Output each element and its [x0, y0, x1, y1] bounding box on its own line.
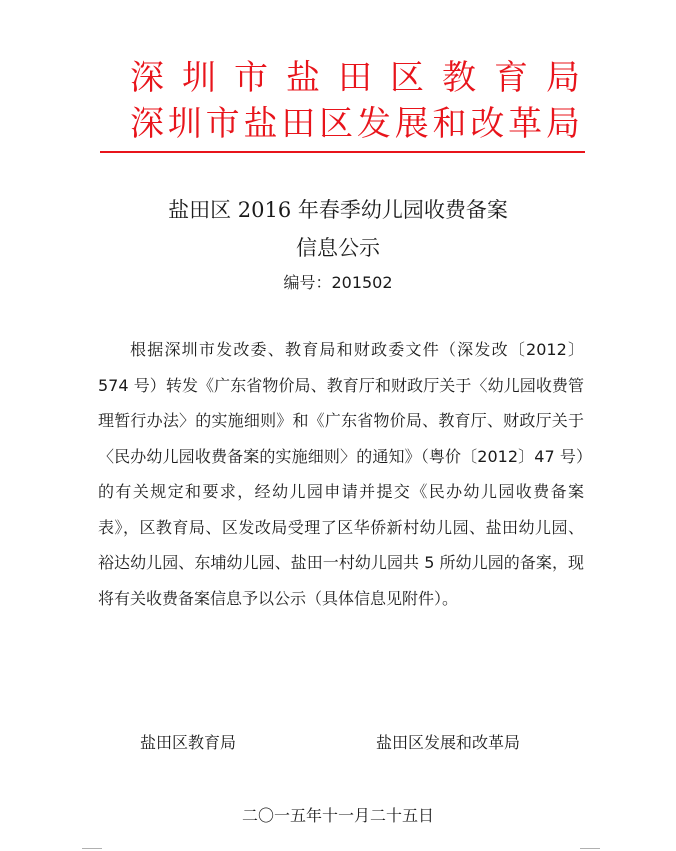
document-title-line-1: 盐田区 2016 年春季幼儿园收费备案 [168, 198, 508, 222]
issue-date: 二〇一五年十一月二十五日 [241, 806, 434, 825]
red-header-rule [100, 151, 585, 153]
signature-development-reform-bureau: 盐田区发展和改革局 [376, 733, 521, 752]
signature-education-bureau: 盐田区教育局 [140, 733, 237, 752]
issuer-header-development-reform-bureau: 深圳市盐田区发展和改革局 [130, 104, 580, 144]
page-corner-mark-right [580, 848, 600, 849]
page-corner-mark-left [82, 848, 102, 849]
body-paragraph: 根据深圳市发改委、教育局和财政委文件（深发改〔2012〕574 号）转发《广东省物价局、教育厅和财政厅关于〈幼儿园收费管理暂行办法〉的实施细则》和《广东省物价局、教育厅、财政厅关于〈民办幼儿园收费备案的实施细则〉的通知》（粤价〔2012〕47 号）的有关规定和要求，经幼儿园申请并提交《民办幼儿园收费备案表》，区教育局、区发改局受理了区华侨新村幼儿园、盐田幼儿园、裕达幼儿园、东埔幼儿园、盐田一村幼儿园共 5 所幼儿园的备案，现将有关收费备案信息予以公示（具体信息见附件）。 [98, 340, 584, 608]
issuer-header-education-bureau: 深 圳 市 盐 田 区 教 育 局 [130, 58, 580, 98]
document-title-line-2: 信息公示 [296, 236, 380, 260]
document-number: 编号：201502 [283, 273, 393, 292]
